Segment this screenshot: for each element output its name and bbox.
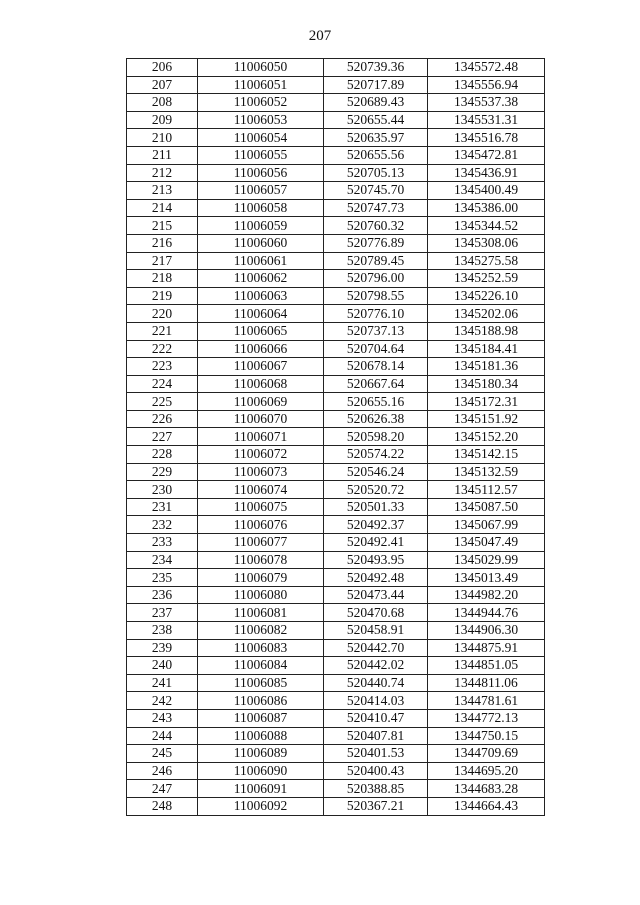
- row-index-cell: 232: [127, 516, 198, 534]
- row-index-cell: 239: [127, 639, 198, 657]
- table-row: [127, 481, 545, 499]
- table-row: [127, 516, 545, 534]
- row-index-cell: 245: [127, 745, 198, 763]
- point-id-cell: 11006056: [198, 164, 324, 182]
- point-id-cell: 11006086: [198, 692, 324, 710]
- y-coordinate-cell: 1344772.13: [428, 709, 545, 727]
- point-id-cell: 11006080: [198, 586, 324, 604]
- point-id-cell: 11006084: [198, 657, 324, 675]
- y-coordinate-cell: 1345537.38: [428, 94, 545, 112]
- x-coordinate-cell: 520789.45: [324, 252, 428, 270]
- table-row: [127, 709, 545, 727]
- point-id-cell: 11006092: [198, 797, 324, 815]
- table-row: [127, 674, 545, 692]
- point-id-cell: 11006088: [198, 727, 324, 745]
- row-index-cell: 214: [127, 199, 198, 217]
- y-coordinate-cell: 1344683.28: [428, 780, 545, 798]
- row-index-cell: 207: [127, 76, 198, 94]
- table-row: [127, 217, 545, 235]
- table-row: [127, 410, 545, 428]
- x-coordinate-cell: 520689.43: [324, 94, 428, 112]
- table-row: [127, 322, 545, 340]
- row-index-cell: 219: [127, 287, 198, 305]
- point-id-cell: 11006063: [198, 287, 324, 305]
- table-row: [127, 745, 545, 763]
- x-coordinate-cell: 520442.02: [324, 657, 428, 675]
- row-index-cell: 226: [127, 410, 198, 428]
- x-coordinate-cell: 520635.97: [324, 129, 428, 147]
- x-coordinate-cell: 520473.44: [324, 586, 428, 604]
- row-index-cell: 231: [127, 498, 198, 516]
- table-row: [127, 94, 545, 112]
- row-index-cell: 243: [127, 709, 198, 727]
- row-index-cell: 216: [127, 234, 198, 252]
- x-coordinate-cell: 520704.64: [324, 340, 428, 358]
- table-row: [127, 358, 545, 376]
- point-id-cell: 11006054: [198, 129, 324, 147]
- table-row: [127, 375, 545, 393]
- y-coordinate-cell: 1344709.69: [428, 745, 545, 763]
- y-coordinate-cell: 1345436.91: [428, 164, 545, 182]
- y-coordinate-cell: 1345184.41: [428, 340, 545, 358]
- point-id-cell: 11006053: [198, 111, 324, 129]
- y-coordinate-cell: 1344695.20: [428, 762, 545, 780]
- table-row: [127, 639, 545, 657]
- table-row: [127, 762, 545, 780]
- x-coordinate-cell: 520400.43: [324, 762, 428, 780]
- point-id-cell: 11006057: [198, 182, 324, 200]
- point-id-cell: 11006064: [198, 305, 324, 323]
- table-row: [127, 270, 545, 288]
- point-id-cell: 11006061: [198, 252, 324, 270]
- row-index-cell: 246: [127, 762, 198, 780]
- x-coordinate-cell: 520705.13: [324, 164, 428, 182]
- table-row: [127, 59, 545, 77]
- y-coordinate-cell: 1345047.49: [428, 534, 545, 552]
- y-coordinate-cell: 1345344.52: [428, 217, 545, 235]
- table-row: [127, 569, 545, 587]
- row-index-cell: 247: [127, 780, 198, 798]
- table-row: [127, 463, 545, 481]
- row-index-cell: 223: [127, 358, 198, 376]
- y-coordinate-cell: 1345067.99: [428, 516, 545, 534]
- point-id-cell: 11006070: [198, 410, 324, 428]
- table-row: [127, 622, 545, 640]
- table-row: [127, 164, 545, 182]
- point-id-cell: 11006081: [198, 604, 324, 622]
- point-id-cell: 11006067: [198, 358, 324, 376]
- y-coordinate-cell: 1344875.91: [428, 639, 545, 657]
- table-row: [127, 498, 545, 516]
- point-id-cell: 11006060: [198, 234, 324, 252]
- row-index-cell: 211: [127, 146, 198, 164]
- table-row: [127, 797, 545, 815]
- point-id-cell: 11006082: [198, 622, 324, 640]
- x-coordinate-cell: 520458.91: [324, 622, 428, 640]
- x-coordinate-cell: 520655.56: [324, 146, 428, 164]
- row-index-cell: 224: [127, 375, 198, 393]
- x-coordinate-cell: 520407.81: [324, 727, 428, 745]
- table-row: [127, 305, 545, 323]
- table-row: [127, 287, 545, 305]
- y-coordinate-cell: 1345556.94: [428, 76, 545, 94]
- point-id-cell: 11006051: [198, 76, 324, 94]
- x-coordinate-cell: 520798.55: [324, 287, 428, 305]
- point-id-cell: 11006075: [198, 498, 324, 516]
- x-coordinate-cell: 520492.48: [324, 569, 428, 587]
- table-row: [127, 340, 545, 358]
- point-id-cell: 11006062: [198, 270, 324, 288]
- x-coordinate-cell: 520626.38: [324, 410, 428, 428]
- x-coordinate-cell: 520492.41: [324, 534, 428, 552]
- row-index-cell: 235: [127, 569, 198, 587]
- table-row: [127, 551, 545, 569]
- table-row: [127, 252, 545, 270]
- y-coordinate-cell: 1344982.20: [428, 586, 545, 604]
- row-index-cell: 210: [127, 129, 198, 147]
- y-coordinate-cell: 1345013.49: [428, 569, 545, 587]
- y-coordinate-cell: 1345142.15: [428, 446, 545, 464]
- point-id-cell: 11006089: [198, 745, 324, 763]
- point-id-cell: 11006069: [198, 393, 324, 411]
- row-index-cell: 244: [127, 727, 198, 745]
- point-id-cell: 11006087: [198, 709, 324, 727]
- table-row: [127, 727, 545, 745]
- point-id-cell: 11006073: [198, 463, 324, 481]
- coordinate-table-body: [127, 59, 545, 816]
- table-row: [127, 586, 545, 604]
- x-coordinate-cell: 520367.21: [324, 797, 428, 815]
- table-row: [127, 446, 545, 464]
- y-coordinate-cell: 1345188.98: [428, 322, 545, 340]
- point-id-cell: 11006055: [198, 146, 324, 164]
- point-id-cell: 11006068: [198, 375, 324, 393]
- row-index-cell: 215: [127, 217, 198, 235]
- x-coordinate-cell: 520493.95: [324, 551, 428, 569]
- y-coordinate-cell: 1344781.61: [428, 692, 545, 710]
- row-index-cell: 221: [127, 322, 198, 340]
- row-index-cell: 237: [127, 604, 198, 622]
- y-coordinate-cell: 1344906.30: [428, 622, 545, 640]
- row-index-cell: 222: [127, 340, 198, 358]
- x-coordinate-cell: 520776.89: [324, 234, 428, 252]
- row-index-cell: 233: [127, 534, 198, 552]
- table-row: [127, 182, 545, 200]
- x-coordinate-cell: 520501.33: [324, 498, 428, 516]
- x-coordinate-cell: 520520.72: [324, 481, 428, 499]
- row-index-cell: 236: [127, 586, 198, 604]
- y-coordinate-cell: 1345151.92: [428, 410, 545, 428]
- y-coordinate-cell: 1345181.36: [428, 358, 545, 376]
- row-index-cell: 227: [127, 428, 198, 446]
- point-id-cell: 11006076: [198, 516, 324, 534]
- x-coordinate-cell: 520717.89: [324, 76, 428, 94]
- x-coordinate-cell: 520737.13: [324, 322, 428, 340]
- table-row: [127, 129, 545, 147]
- y-coordinate-cell: 1345572.48: [428, 59, 545, 77]
- row-index-cell: 240: [127, 657, 198, 675]
- x-coordinate-cell: 520745.70: [324, 182, 428, 200]
- x-coordinate-cell: 520796.00: [324, 270, 428, 288]
- point-id-cell: 11006065: [198, 322, 324, 340]
- row-index-cell: 220: [127, 305, 198, 323]
- point-id-cell: 11006058: [198, 199, 324, 217]
- y-coordinate-cell: 1344664.43: [428, 797, 545, 815]
- y-coordinate-cell: 1345180.34: [428, 375, 545, 393]
- row-index-cell: 217: [127, 252, 198, 270]
- point-id-cell: 11006074: [198, 481, 324, 499]
- y-coordinate-cell: 1345152.20: [428, 428, 545, 446]
- row-index-cell: 225: [127, 393, 198, 411]
- y-coordinate-cell: 1345308.06: [428, 234, 545, 252]
- page-number: 207: [308, 28, 332, 44]
- y-coordinate-cell: 1345275.58: [428, 252, 545, 270]
- row-index-cell: 208: [127, 94, 198, 112]
- x-coordinate-cell: 520598.20: [324, 428, 428, 446]
- point-id-cell: 11006066: [198, 340, 324, 358]
- y-coordinate-cell: 1345202.06: [428, 305, 545, 323]
- y-coordinate-cell: 1345112.57: [428, 481, 545, 499]
- table-row: [127, 199, 545, 217]
- row-index-cell: 228: [127, 446, 198, 464]
- table-row: [127, 111, 545, 129]
- x-coordinate-cell: 520655.16: [324, 393, 428, 411]
- point-id-cell: 11006085: [198, 674, 324, 692]
- coordinate-table: [126, 58, 545, 816]
- y-coordinate-cell: 1345472.81: [428, 146, 545, 164]
- y-coordinate-cell: 1345531.31: [428, 111, 545, 129]
- y-coordinate-cell: 1345132.59: [428, 463, 545, 481]
- y-coordinate-cell: 1345087.50: [428, 498, 545, 516]
- table-row: [127, 534, 545, 552]
- y-coordinate-cell: 1344944.76: [428, 604, 545, 622]
- point-id-cell: 11006059: [198, 217, 324, 235]
- x-coordinate-cell: 520410.47: [324, 709, 428, 727]
- point-id-cell: 11006077: [198, 534, 324, 552]
- x-coordinate-cell: 520388.85: [324, 780, 428, 798]
- y-coordinate-cell: 1344851.05: [428, 657, 545, 675]
- y-coordinate-cell: 1345172.31: [428, 393, 545, 411]
- x-coordinate-cell: 520492.37: [324, 516, 428, 534]
- point-id-cell: 11006071: [198, 428, 324, 446]
- x-coordinate-cell: 520414.03: [324, 692, 428, 710]
- table-row: [127, 234, 545, 252]
- row-index-cell: 238: [127, 622, 198, 640]
- row-index-cell: 234: [127, 551, 198, 569]
- x-coordinate-cell: 520546.24: [324, 463, 428, 481]
- y-coordinate-cell: 1345516.78: [428, 129, 545, 147]
- point-id-cell: 11006072: [198, 446, 324, 464]
- y-coordinate-cell: 1345252.59: [428, 270, 545, 288]
- point-id-cell: 11006050: [198, 59, 324, 77]
- row-index-cell: 248: [127, 797, 198, 815]
- point-id-cell: 11006079: [198, 569, 324, 587]
- table-row: [127, 76, 545, 94]
- x-coordinate-cell: 520440.74: [324, 674, 428, 692]
- point-id-cell: 11006078: [198, 551, 324, 569]
- x-coordinate-cell: 520401.53: [324, 745, 428, 763]
- x-coordinate-cell: 520776.10: [324, 305, 428, 323]
- y-coordinate-cell: 1344750.15: [428, 727, 545, 745]
- y-coordinate-cell: 1344811.06: [428, 674, 545, 692]
- table-row: [127, 393, 545, 411]
- x-coordinate-cell: 520739.36: [324, 59, 428, 77]
- row-index-cell: 206: [127, 59, 198, 77]
- row-index-cell: 218: [127, 270, 198, 288]
- point-id-cell: 11006090: [198, 762, 324, 780]
- y-coordinate-cell: 1345029.99: [428, 551, 545, 569]
- table-row: [127, 692, 545, 710]
- row-index-cell: 241: [127, 674, 198, 692]
- row-index-cell: 242: [127, 692, 198, 710]
- point-id-cell: 11006083: [198, 639, 324, 657]
- x-coordinate-cell: 520470.68: [324, 604, 428, 622]
- x-coordinate-cell: 520667.64: [324, 375, 428, 393]
- row-index-cell: 229: [127, 463, 198, 481]
- table-row: [127, 604, 545, 622]
- row-index-cell: 230: [127, 481, 198, 499]
- row-index-cell: 209: [127, 111, 198, 129]
- table-row: [127, 428, 545, 446]
- point-id-cell: 11006091: [198, 780, 324, 798]
- table-row: [127, 146, 545, 164]
- x-coordinate-cell: 520655.44: [324, 111, 428, 129]
- x-coordinate-cell: 520574.22: [324, 446, 428, 464]
- x-coordinate-cell: 520747.73: [324, 199, 428, 217]
- table-row: [127, 657, 545, 675]
- row-index-cell: 213: [127, 182, 198, 200]
- x-coordinate-cell: 520442.70: [324, 639, 428, 657]
- y-coordinate-cell: 1345386.00: [428, 199, 545, 217]
- y-coordinate-cell: 1345226.10: [428, 287, 545, 305]
- x-coordinate-cell: 520678.14: [324, 358, 428, 376]
- point-id-cell: 11006052: [198, 94, 324, 112]
- table-row: [127, 780, 545, 798]
- y-coordinate-cell: 1345400.49: [428, 182, 545, 200]
- row-index-cell: 212: [127, 164, 198, 182]
- x-coordinate-cell: 520760.32: [324, 217, 428, 235]
